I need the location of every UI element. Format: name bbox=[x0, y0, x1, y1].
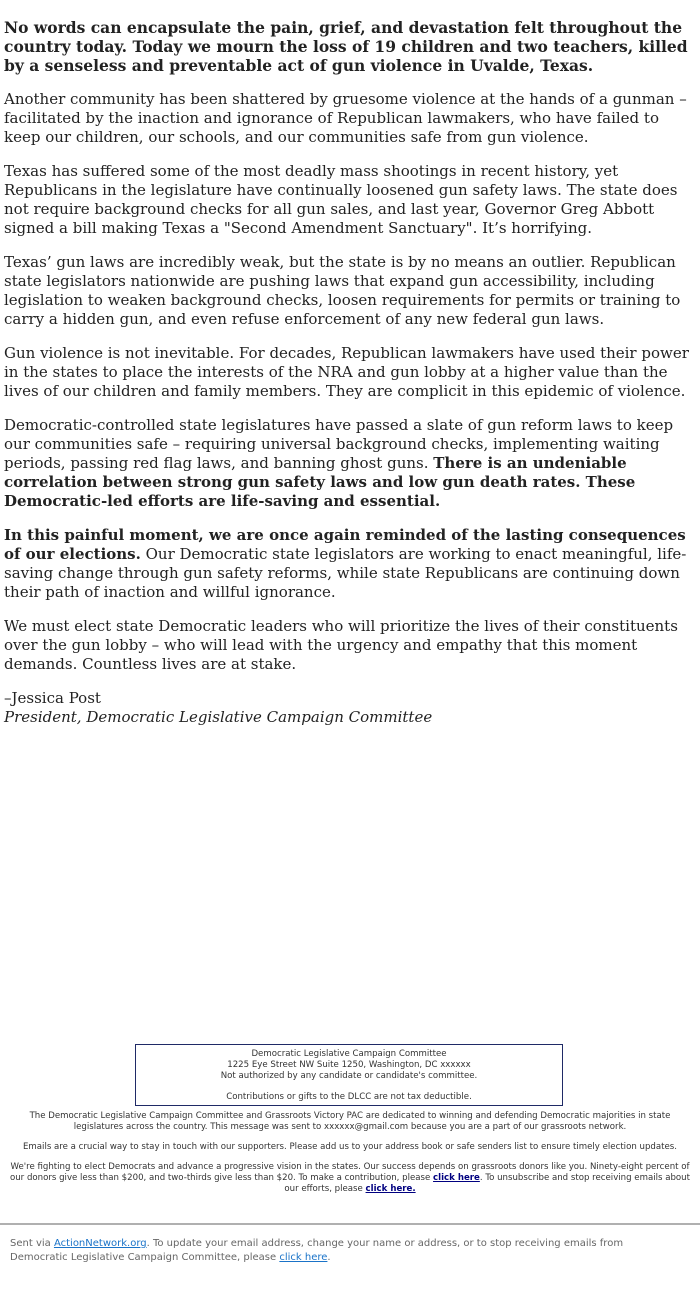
disclaimer-address: 1225 Eye Street NW Suite 1250, Washington, DC xxxxxx bbox=[227, 1060, 471, 1070]
sent-via-footer bbox=[0, 1223, 700, 1294]
footer-note-donors bbox=[4, 1162, 696, 1195]
email-body bbox=[4, 18, 692, 727]
paragraph-5-emphasis: There is an undeniable correlation between strong gun safety laws and low gun death rates. These Democratic-led efforts are life-saving and essential. bbox=[4, 454, 636, 510]
sent-via-text bbox=[10, 1237, 670, 1265]
lead-paragraph: No words can encapsulate the pain, grief, and devastation felt throughout the country today. Today we mourn the loss of 19 children and two teachers, killed by a senseless and preventable act of gun violence in Uvalde, Texas. bbox=[4, 18, 688, 75]
paragraph-1: Another community has been shattered by gruesome violence at the hands of a gunman – facilitated by the inaction and ignorance of Republican lawmakers, who have failed to keep our children, our schools, and our communities safe from gun violence. bbox=[4, 90, 687, 146]
paragraph-3: Texas’ gun laws are incredibly weak, but the state is by no means an outlier. Republican state legislators nationwide are pushing laws that expand gun accessibility, including legislation to weaken background checks, loosen requirements for permits or training to carry a hidden gun, and even refuse enforcement of any new federal gun laws. bbox=[4, 253, 681, 328]
disclaimer-org: Democratic Legislative Campaign Committee bbox=[251, 1049, 447, 1059]
paragraph-6 bbox=[4, 526, 692, 602]
signature-title: President, Democratic Legislative Campaign Committee bbox=[4, 708, 433, 726]
signature-name: –Jessica Post bbox=[4, 689, 101, 707]
paragraph-4: Gun violence is not inevitable. For decades, Republican lawmakers have used their power in the states to place the interests of the NRA and gun lobby at a higher value than the lives of our children and family members. They are complicit in this epidemic of violence. bbox=[4, 344, 689, 400]
footer-note-mission: The Democratic Legislative Campaign Committee and Grassroots Victory PAC are dedicated to winning and defending Democratic majorities in state legislatures across the country. This message was sent to xxxxxx@gmail.com because you are a part of our grassroots network. bbox=[29, 1111, 671, 1132]
contribute-link[interactable]: click here bbox=[433, 1173, 480, 1183]
paragraph-5 bbox=[4, 416, 692, 511]
paragraph-2: Texas has suffered some of the most deadly mass shootings in recent history, yet Republicans in the legislature have continually loosened gun safety laws. The state does not require background checks for all gun sales, and last year, Governor Greg Abbott signed a bill making Texas a "Second Amendment Sanctuary". It’s horrifying. bbox=[4, 162, 678, 237]
footer-note-safe-senders: Emails are a crucial way to stay in touch with our supporters. Please add us to your address book or safe senders list to ensure timely election updates. bbox=[22, 1142, 677, 1152]
footer-note-unsubscribe-text: . To unsubscribe and stop receiving emails about our efforts, please bbox=[284, 1173, 691, 1194]
paragraph-6-text: Our Democratic state legislators are working to enact meaningful, life-saving change through gun safety reforms, while state Republicans are continuing down their path of inaction and willful ignorance. bbox=[4, 545, 687, 601]
disclaimer-authorization: Not authorized by any candidate or candidate's committee. bbox=[220, 1071, 478, 1081]
sent-via-suffix: . bbox=[327, 1252, 331, 1263]
paid-for-disclaimer-box bbox=[135, 1044, 563, 1106]
unsubscribe-link[interactable]: click here. bbox=[365, 1184, 416, 1194]
actionnetwork-link[interactable]: ActionNetwork.org bbox=[53, 1238, 147, 1249]
footer-note-donors-text: We're fighting to elect Democrats and advance a progressive vision in the states. Our success depends on grassroots donors like you. Ninety-eight percent of our donors give less than $200, and two-thirds give less than $20. To make a contribution, please bbox=[9, 1162, 690, 1183]
sent-via-prefix: Sent via bbox=[10, 1238, 54, 1249]
update-preferences-link[interactable]: click here bbox=[279, 1252, 328, 1263]
paragraph-5-text: Democratic-controlled state legislatures have passed a slate of gun reform laws to keep our communities safe – requiring universal background checks, implementing waiting periods, passing red flag laws, and banning ghost guns. bbox=[4, 416, 674, 472]
footer-notes bbox=[4, 1111, 696, 1204]
disclaimer-tax: Contributions or gifts to the DLCC are not tax deductible. bbox=[226, 1092, 472, 1102]
sent-via-middle: . To update your email address, change your name or address, or to stop receiving emails from Democratic Legislative Campaign Committee, please bbox=[10, 1238, 624, 1263]
paragraph-6-emphasis: In this painful moment, we are once again reminded of the lasting consequences of our elections. bbox=[4, 526, 686, 563]
paragraph-7: We must elect state Democratic leaders who will prioritize the lives of their constituents over the gun lobby – who will lead with the urgency and empathy that this moment demands. Countless lives are at stake. bbox=[4, 617, 678, 673]
